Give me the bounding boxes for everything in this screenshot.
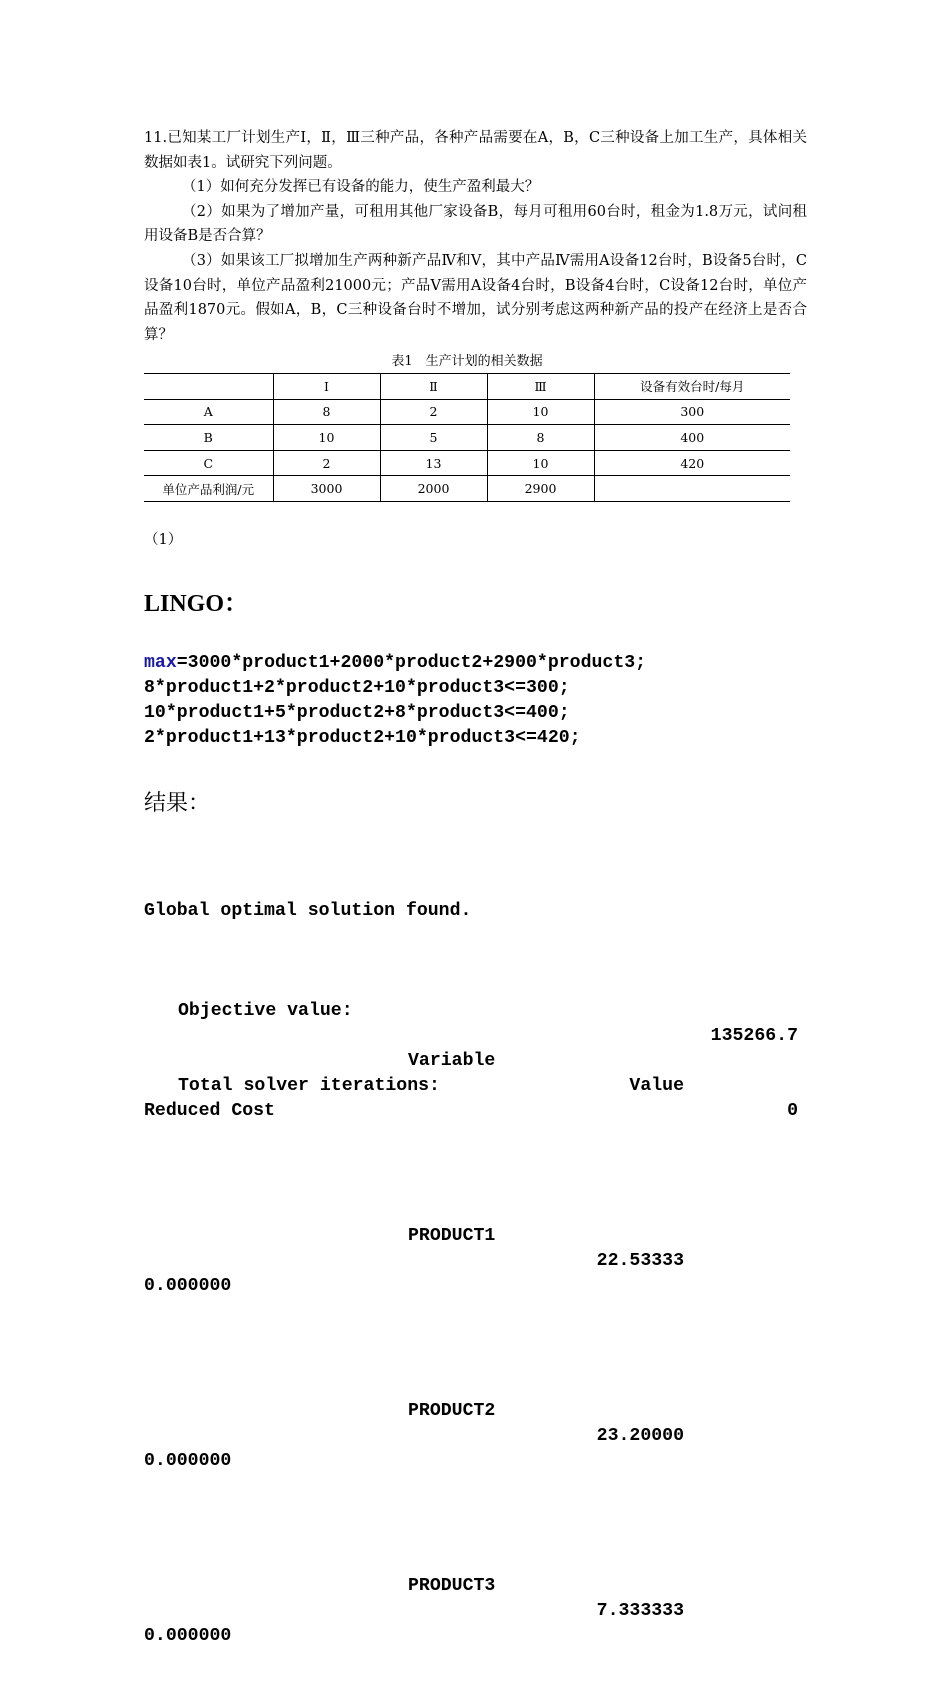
table-cell: 5 [380,425,487,451]
table-cell: 400 [594,425,790,451]
code-line: 10*product1+5*product2+8*product3<=400; [144,703,570,723]
table-cell: 420 [594,450,790,476]
lingo-heading: LINGO： [144,591,249,617]
table-header-row [144,374,790,400]
question-2: （2）如果为了增加产量，可租用其他厂家设备B，每月可租用60台时，租金为1.8万元，试问租用设备B是否合算？ [144,203,807,245]
code-line: 2*product1+13*product2+10*product3<=420; [144,728,581,748]
result-status: Global optimal solution found. [144,901,472,921]
table-row [144,425,790,451]
table-row [144,450,790,476]
objective-label: Objective value: [178,1001,353,1021]
code-keyword: max [144,653,177,673]
lingo-code-block [144,651,646,751]
table-cell: 2 [273,450,380,476]
column-header-reduced-cost: Reduced Cost [144,1101,275,1121]
table-cell: 10 [273,425,380,451]
question-1: （1）如何充分发挥已有设备的能力，使生产盈利最大？ [182,179,540,196]
table-cell: A [144,399,273,425]
question-3: （3）如果该工厂拟增加生产两种新产品Ⅳ和Ⅴ，其中产品Ⅳ需用A设备12台时，B设备5台时，C设备10台时，单位产品盈利21000元；产品Ⅴ需用A设备4台时，B设备4台时，C设备12台时，单位产品盈利1870元。假如A，B，C三种设备台时不增加，试分别考虑这两种新产品的投产在经济上是否合算？ [144,252,807,343]
variables-output [144,974,704,1699]
table-cell: 300 [594,399,790,425]
table-cell: 10 [487,450,594,476]
table-header-cell: Ⅱ [380,374,487,400]
table-cell: 2900 [487,476,594,502]
iterations-label: Total solver iterations: [178,1076,440,1096]
table-cell: 13 [380,450,487,476]
table-cell: 8 [273,399,380,425]
problem-statement [144,126,807,347]
iterations-value: 0 [787,1101,798,1121]
table-row [144,476,790,502]
result-heading: 结果： [144,791,211,816]
table-cell: C [144,450,273,476]
variable-value: 7.333333 [596,1601,684,1621]
variable-name: PRODUCT3 [408,1576,496,1596]
objective-value: 135266.7 [710,1026,798,1046]
production-data-table [144,373,790,502]
table-caption: 表1 生产计划的相关数据 [391,354,543,369]
table-header-cell: Ⅰ [273,374,380,400]
table-cell: 2000 [380,476,487,502]
table-header-cell [144,374,273,400]
table-cell: B [144,425,273,451]
table-cell: 2 [380,399,487,425]
code-line: 8*product1+2*product2+10*product3<=300; [144,678,570,698]
problem-intro: 11.已知某工厂计划生产Ⅰ，Ⅱ，Ⅲ三种产品，各种产品需要在A，B，C三种设备上加工生产，具体相关数据如表1。试研究下列问题。 [144,130,807,171]
variable-value: 23.20000 [596,1426,684,1446]
table-cell: 8 [487,425,594,451]
variable-name: PRODUCT1 [408,1226,496,1246]
variable-reduced-cost: 0.000000 [144,1626,232,1646]
code-text: =3000*product1+2000*product2+2900*product3; [176,653,647,673]
code-line [144,651,646,676]
table-cell: 单位产品利润/元 [144,476,273,502]
column-header-value: Value [629,1076,684,1096]
table-cell [594,476,790,502]
column-header-variable: Variable [408,1051,496,1071]
table-cell: 3000 [273,476,380,502]
variable-value: 22.53333 [596,1251,684,1271]
part-label: （1） [144,532,183,548]
table-header-cell: Ⅲ [487,374,594,400]
variable-reduced-cost: 0.000000 [144,1451,232,1471]
variable-name: PRODUCT2 [408,1401,496,1421]
table-row [144,399,790,425]
table-header-cell: 设备有效台时/每月 [594,374,790,400]
variable-reduced-cost: 0.000000 [144,1276,232,1296]
table-cell: 10 [487,399,594,425]
